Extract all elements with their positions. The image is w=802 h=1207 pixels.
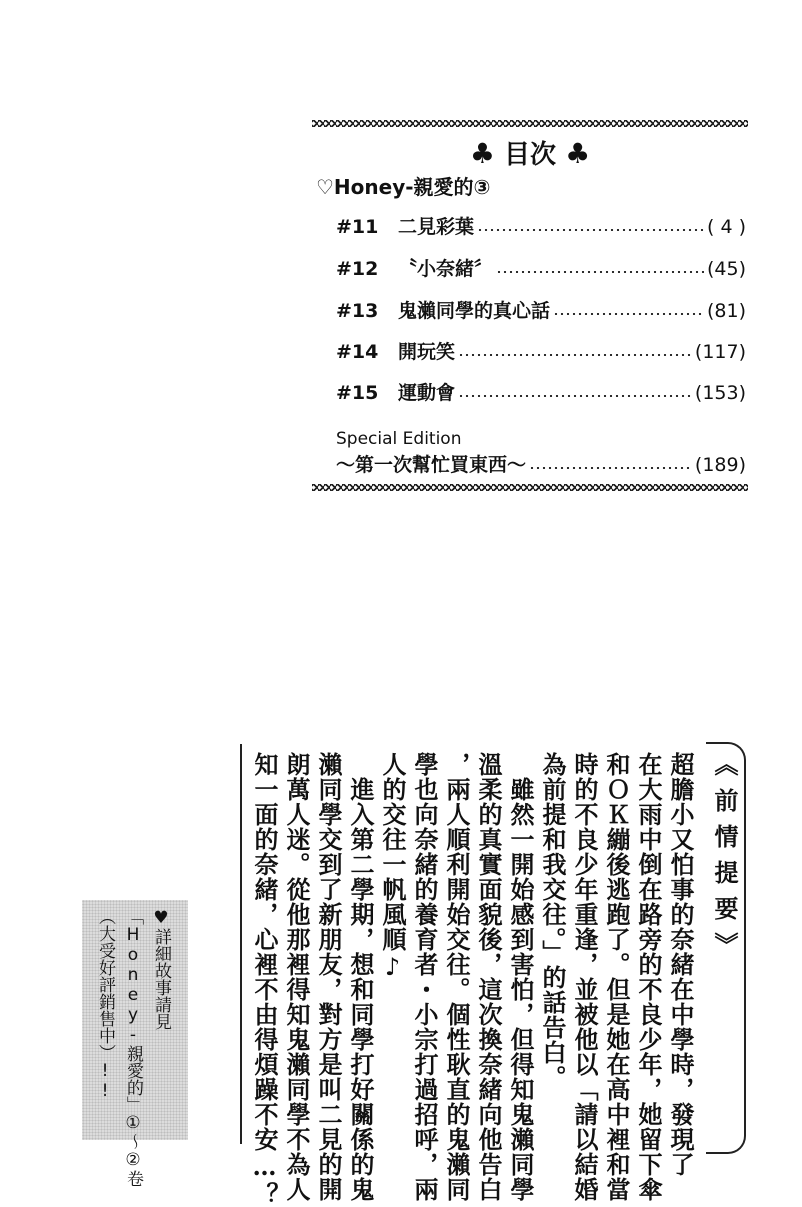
leader-dots (477, 229, 704, 231)
summary-column: 和ＯＫ繃後逃跑了。但是她在高中裡和當 (602, 752, 631, 1202)
summary-heading: 《前情提要》 (710, 752, 739, 968)
toc-entry (336, 337, 746, 367)
chapter-title: 開玩笑 (398, 341, 456, 363)
chapter-number: #13 (336, 300, 379, 322)
special-page: (189) (694, 454, 746, 476)
chapter-page: (45) (706, 258, 746, 280)
summary-divider (240, 744, 242, 1144)
club-icon: ♣ (565, 137, 591, 170)
toc-entry (336, 296, 746, 326)
chapter-title: 運動會 (398, 382, 456, 404)
special-edition-label: Special Edition (336, 429, 462, 449)
table-of-contents (312, 120, 748, 495)
leader-dots (458, 395, 692, 397)
chapter-number: #12 (336, 258, 379, 280)
leader-dots (458, 354, 692, 356)
leader-dots (553, 313, 704, 315)
summary-column: 為前提和我交往。」的話告白。 (538, 752, 567, 1090)
summary-column: 時的不良少年重逢，並被他以「請以結婚 (570, 752, 599, 1202)
chapter-page: ( 4 ) (707, 216, 746, 238)
summary-column: 人的交往一帆風順♪ (378, 752, 407, 982)
toc-title-text: 目次 (503, 140, 556, 170)
special-title: ～第一次幫忙買東西～ (336, 454, 527, 476)
chapter-number: #14 (336, 341, 379, 363)
note-column: 「Honey-親愛的」①～②卷 (123, 908, 143, 1187)
summary-column: 學也向奈緒的養育者・小宗打過招呼，兩 (410, 752, 439, 1202)
chapter-number: #11 (336, 216, 379, 238)
toc-entry (336, 254, 746, 284)
reference-note-box (82, 900, 188, 1187)
chapter-number: #15 (336, 382, 379, 404)
toc-entry-special (336, 450, 746, 480)
summary-column: 朗萬人迷。從他那裡得知鬼瀨同學不為人 (282, 752, 311, 1202)
club-icon: ♣ (469, 137, 495, 170)
chapter-title: 二見彩葉 (398, 216, 475, 238)
summary-column: 瀨同學交到了新朋友，對方是叫二見的開 (314, 752, 343, 1202)
summary-column: ，兩人順利開始交往。個性耿直的鬼瀨同 (442, 752, 471, 1202)
chapter-page: (81) (706, 300, 746, 322)
summary-column: 雖然一開始感到害怕，但得知鬼瀨同學 (506, 752, 535, 1202)
chapter-title: 鬼瀨同學的真心話 (398, 300, 551, 322)
summary-column: 溫柔的真實面貌後，這次換奈緒向他告白 (474, 752, 503, 1202)
series-title: ♡Honey-親愛的③ (316, 175, 491, 199)
toc-bottom-border (312, 484, 748, 491)
summary-column: 在大雨中倒在路旁的不良少年，她留下傘 (634, 752, 663, 1202)
chapter-title: 〝小奈緒〞 (398, 258, 494, 280)
leader-dots (529, 467, 692, 469)
note-column: ♥詳細故事請見 (151, 908, 171, 1030)
toc-title (312, 134, 748, 174)
toc-entry (336, 212, 746, 242)
chapter-page: (153) (694, 382, 746, 404)
toc-entry (336, 378, 746, 408)
summary-column: 超膽小又怕事的奈緒在中學時，發現了 (666, 752, 695, 1177)
toc-top-border (312, 120, 748, 127)
summary-column: 知一面的奈緒，心裡不由得煩躁不安…？ (250, 752, 279, 1207)
note-column: （大受好評銷售中）!! (95, 908, 115, 1101)
leader-dots (496, 271, 704, 273)
chapter-page: (117) (694, 341, 746, 363)
summary-column: 進入第二學期，想和同學打好關係的鬼 (346, 752, 375, 1202)
